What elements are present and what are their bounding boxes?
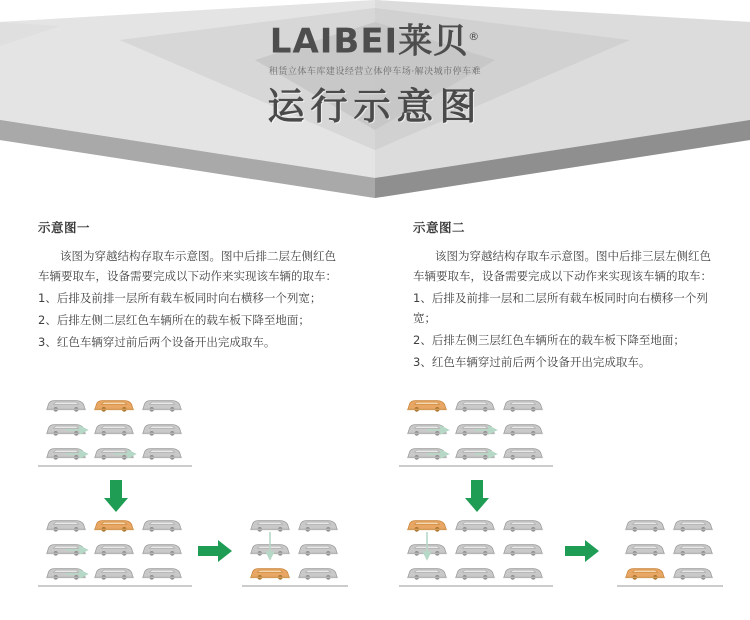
column-one-title: 示意图一 [38, 220, 91, 235]
diagram-two [375, 388, 750, 618]
diagram-two-stack-top [399, 401, 553, 466]
diagram-two-step-arrow [465, 480, 489, 512]
column-one-para-0: 该图为穿越结构存取车示意图。图中后排二层左侧红色车辆要取车，设备需要完成以下动作来实现该车辆的取车： [38, 249, 337, 283]
diagram-area [0, 388, 750, 618]
banner-heading: 运行示意图 [267, 85, 483, 128]
column-two-para-3: 3、红色车辆穿过前后两个设备开出完成取车。 [413, 355, 651, 369]
diagram-two-graphic [375, 388, 750, 618]
diagram-one-step-arrow [104, 480, 128, 512]
brand-name [0, 18, 750, 60]
banner [0, 0, 750, 200]
diagram-two-stack-result [617, 521, 723, 586]
column-two-para-2: 2、后排左侧三层红色车辆所在的载车板下降至地面； [413, 333, 685, 347]
column-one-para-2: 2、后排左侧二层红色车辆所在的载车板下降至地面； [38, 313, 310, 327]
column-one-para-3: 3、红色车辆穿过前后两个设备开出完成取车。 [38, 335, 276, 349]
diagram-one-graphic [0, 388, 375, 618]
column-two [375, 218, 750, 374]
brand-tagline: 租赁立体车库建设经营立体停车场·解决城市停车难 [268, 67, 482, 78]
registered-mark: ® [468, 30, 481, 43]
column-two-para-1: 1、后排及前排一层和二层所有载车板同时向右横移一个列宽； [413, 291, 708, 325]
text-columns [0, 200, 750, 374]
column-two-title: 示意图二 [413, 220, 466, 235]
diagram-two-result-arrow [565, 540, 599, 562]
column-one [0, 218, 375, 374]
column-one-para-1: 1、后排及前排一层所有载车板同时向右横移一个列宽； [38, 291, 322, 305]
diagram-one-stack-top [38, 401, 192, 466]
brand-name-text: LAIBEI莱贝 [269, 21, 469, 62]
diagram-two-stack-bottom-left [399, 521, 553, 586]
diagram-one-stack-result [242, 521, 348, 586]
column-two-para-0: 该图为穿越结构存取车示意图。图中后排三层左侧红色车辆要取车，设备需要完成以下动作来实现该车辆的取车： [413, 249, 712, 283]
diagram-one-stack-bottom-left [38, 521, 192, 586]
diagram-one-result-arrow [198, 540, 232, 562]
brand-block [0, 18, 750, 77]
diagram-one [0, 388, 375, 618]
